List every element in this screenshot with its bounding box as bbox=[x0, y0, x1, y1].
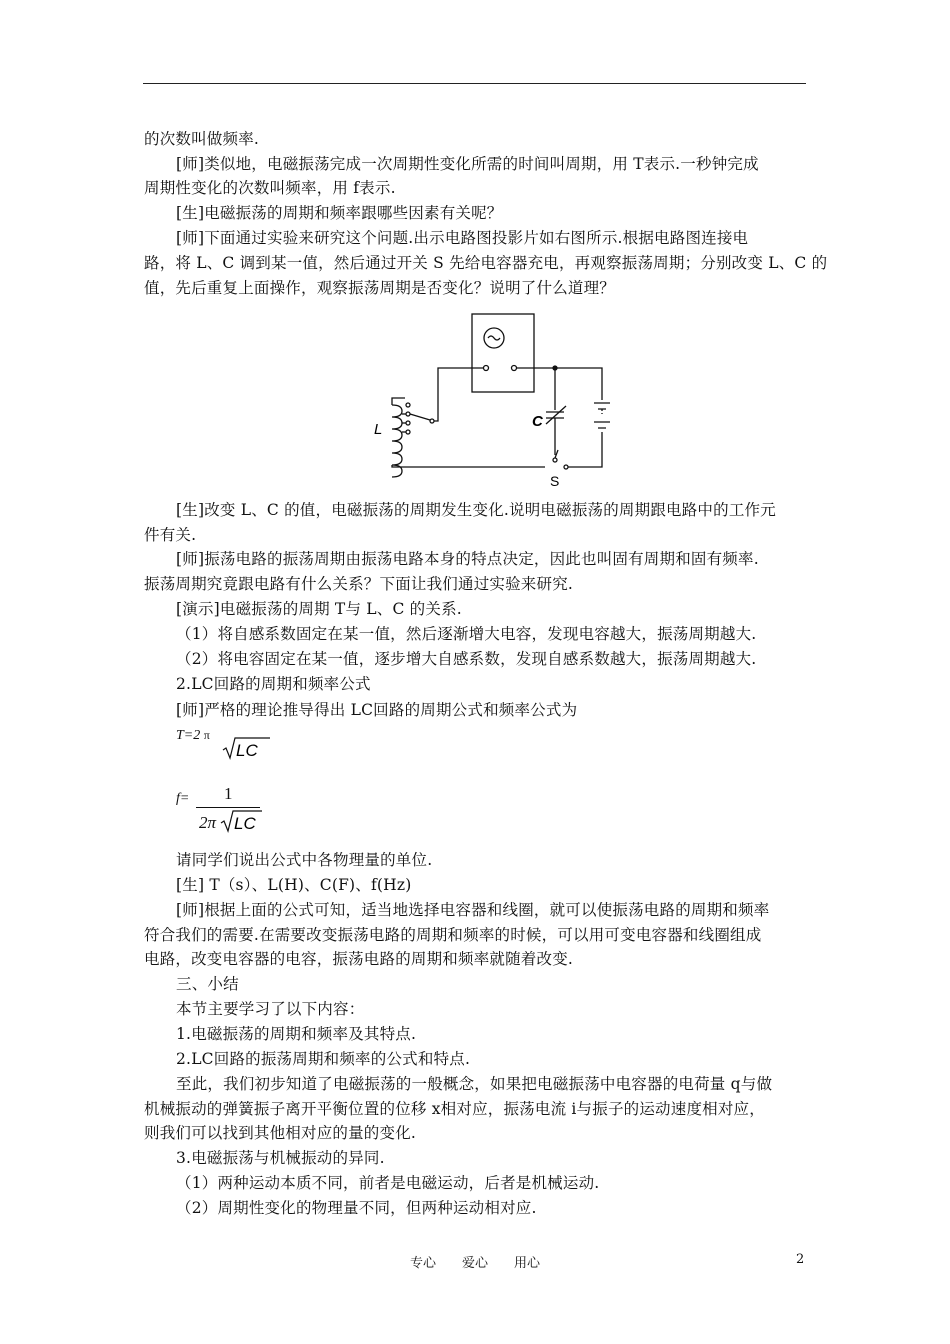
text-line: 2.LC回路的振荡周期和频率的公式和特点. bbox=[176, 1050, 471, 1068]
formula-period-radicand: LC bbox=[236, 741, 258, 760]
text-line: [师]类似地，电磁振荡完成一次周期性变化所需的时间叫周期，用 T表示.一秒钟完成 bbox=[176, 155, 759, 173]
battery bbox=[594, 403, 610, 428]
text-line: 1.电磁振荡的周期和频率及其特点. bbox=[176, 1025, 417, 1043]
text-line: 的次数叫做频率. bbox=[144, 130, 260, 148]
text-line: 至此，我们初步知道了电磁振荡的一般概念，如果把电磁振荡中电容器的电荷量 q与做 bbox=[176, 1075, 773, 1093]
text-line: [师]严格的理论推导得出 LC回路的周期公式和频率公式为 bbox=[176, 701, 578, 719]
formula-period-pi: π bbox=[203, 728, 210, 742]
text-line: （2）周期性变化的物理量不同，但两种运动相对应. bbox=[176, 1199, 537, 1217]
text-line: [生]改变 L、C 的值，电磁振荡的周期发生变化.说明电磁振荡的周期跟电路中的工作元 bbox=[176, 501, 776, 519]
capacitor bbox=[546, 412, 564, 418]
text-line: [演示]电磁振荡的周期 T与 L、C 的关系. bbox=[176, 600, 462, 618]
formula-frequency-den-prefix: 2π bbox=[199, 813, 217, 832]
formula-frequency-sqrt bbox=[220, 808, 264, 834]
header-rule bbox=[143, 83, 806, 84]
text-line: 件有关. bbox=[144, 526, 197, 544]
text-line: 机械振动的弹簧振子离开平衡位置的位移 x相对应，振荡电流 i与振子的运动速度相对应， bbox=[144, 1100, 765, 1118]
text-line: [师]下面通过实验来研究这个问题.出示电路图投影片如右图所示.根据电路图连接电 bbox=[176, 229, 749, 247]
text-line: 电路，改变电容器的电容，振荡电路的周期和频率就随着改变. bbox=[144, 950, 574, 968]
text-line: 请同学们说出公式中各物理量的单位. bbox=[176, 851, 433, 869]
text-line: （1）两种运动本质不同，前者是电磁运动，后者是机械运动. bbox=[176, 1174, 600, 1192]
text-line: 3.电磁振荡与机械振动的异同. bbox=[176, 1149, 385, 1167]
text-line: 符合我们的需要.在需要改变振荡电路的周期和频率的时候，可以用可变电容器和线圈组成 bbox=[144, 926, 762, 944]
formula-period-sqrt bbox=[222, 736, 272, 762]
text-line: （2）将电容固定在某一值，逐步增大自感系数，发现自感系数越大，振荡周期越大. bbox=[176, 650, 757, 668]
formula-frequency-lhs: f= bbox=[176, 791, 190, 806]
text-line: 路，将 L、C 调到某一值，然后通过开关 S 先给电容器充电，再观察振荡周期；分别改变 L、C 的 bbox=[144, 254, 828, 272]
label-C: C bbox=[532, 413, 543, 430]
section-heading: 三、小结 bbox=[176, 975, 239, 993]
label-L: L bbox=[374, 421, 383, 438]
formula-frequency-numerator: 1 bbox=[224, 784, 233, 803]
page-number: 2 bbox=[796, 1252, 805, 1267]
oscilloscope-box bbox=[472, 314, 534, 392]
text-line: 振荡周期究竟跟电路有什么关系？下面让我们通过实验来研究. bbox=[144, 575, 574, 593]
formula-period-lhs: T=2 bbox=[176, 728, 201, 743]
lc-circuit-diagram bbox=[370, 310, 620, 490]
formula-period bbox=[176, 728, 210, 744]
label-S: S bbox=[550, 473, 560, 489]
formula-frequency-radicand: LC bbox=[234, 814, 256, 833]
text-line: 本节主要学习了以下内容： bbox=[176, 1000, 365, 1018]
inductor-coil bbox=[392, 405, 402, 477]
text-line: [师]根据上面的公式可知，适当地选择电容器和线圈，就可以使振荡电路的周期和频率 bbox=[176, 901, 770, 919]
text-line: [生] T（s）、L(H)、C(F)、f(Hz) bbox=[176, 876, 412, 894]
text-line: 2.LC回路的周期和频率公式 bbox=[176, 675, 371, 693]
text-line: [师]振荡电路的振荡周期由振荡电路本身的特点决定，因此也叫固有周期和固有频率. bbox=[176, 550, 759, 568]
text-line: （1）将自感系数固定在某一值，然后逐渐增大电容，发现电容越大，振荡周期越大. bbox=[176, 625, 757, 643]
page-footer: 专心 爱心 用心 bbox=[409, 1256, 540, 1271]
text-line: 值，先后重复上面操作，观察振荡周期是否变化？说明了什么道理？ bbox=[144, 279, 616, 297]
text-line: 周期性变化的次数叫频率，用 f表示. bbox=[144, 179, 396, 197]
text-line: [生]电磁振荡的周期和频率跟哪些因素有关呢？ bbox=[176, 204, 503, 222]
text-line: 则我们可以找到其他相对应的量的变化. bbox=[144, 1124, 417, 1142]
